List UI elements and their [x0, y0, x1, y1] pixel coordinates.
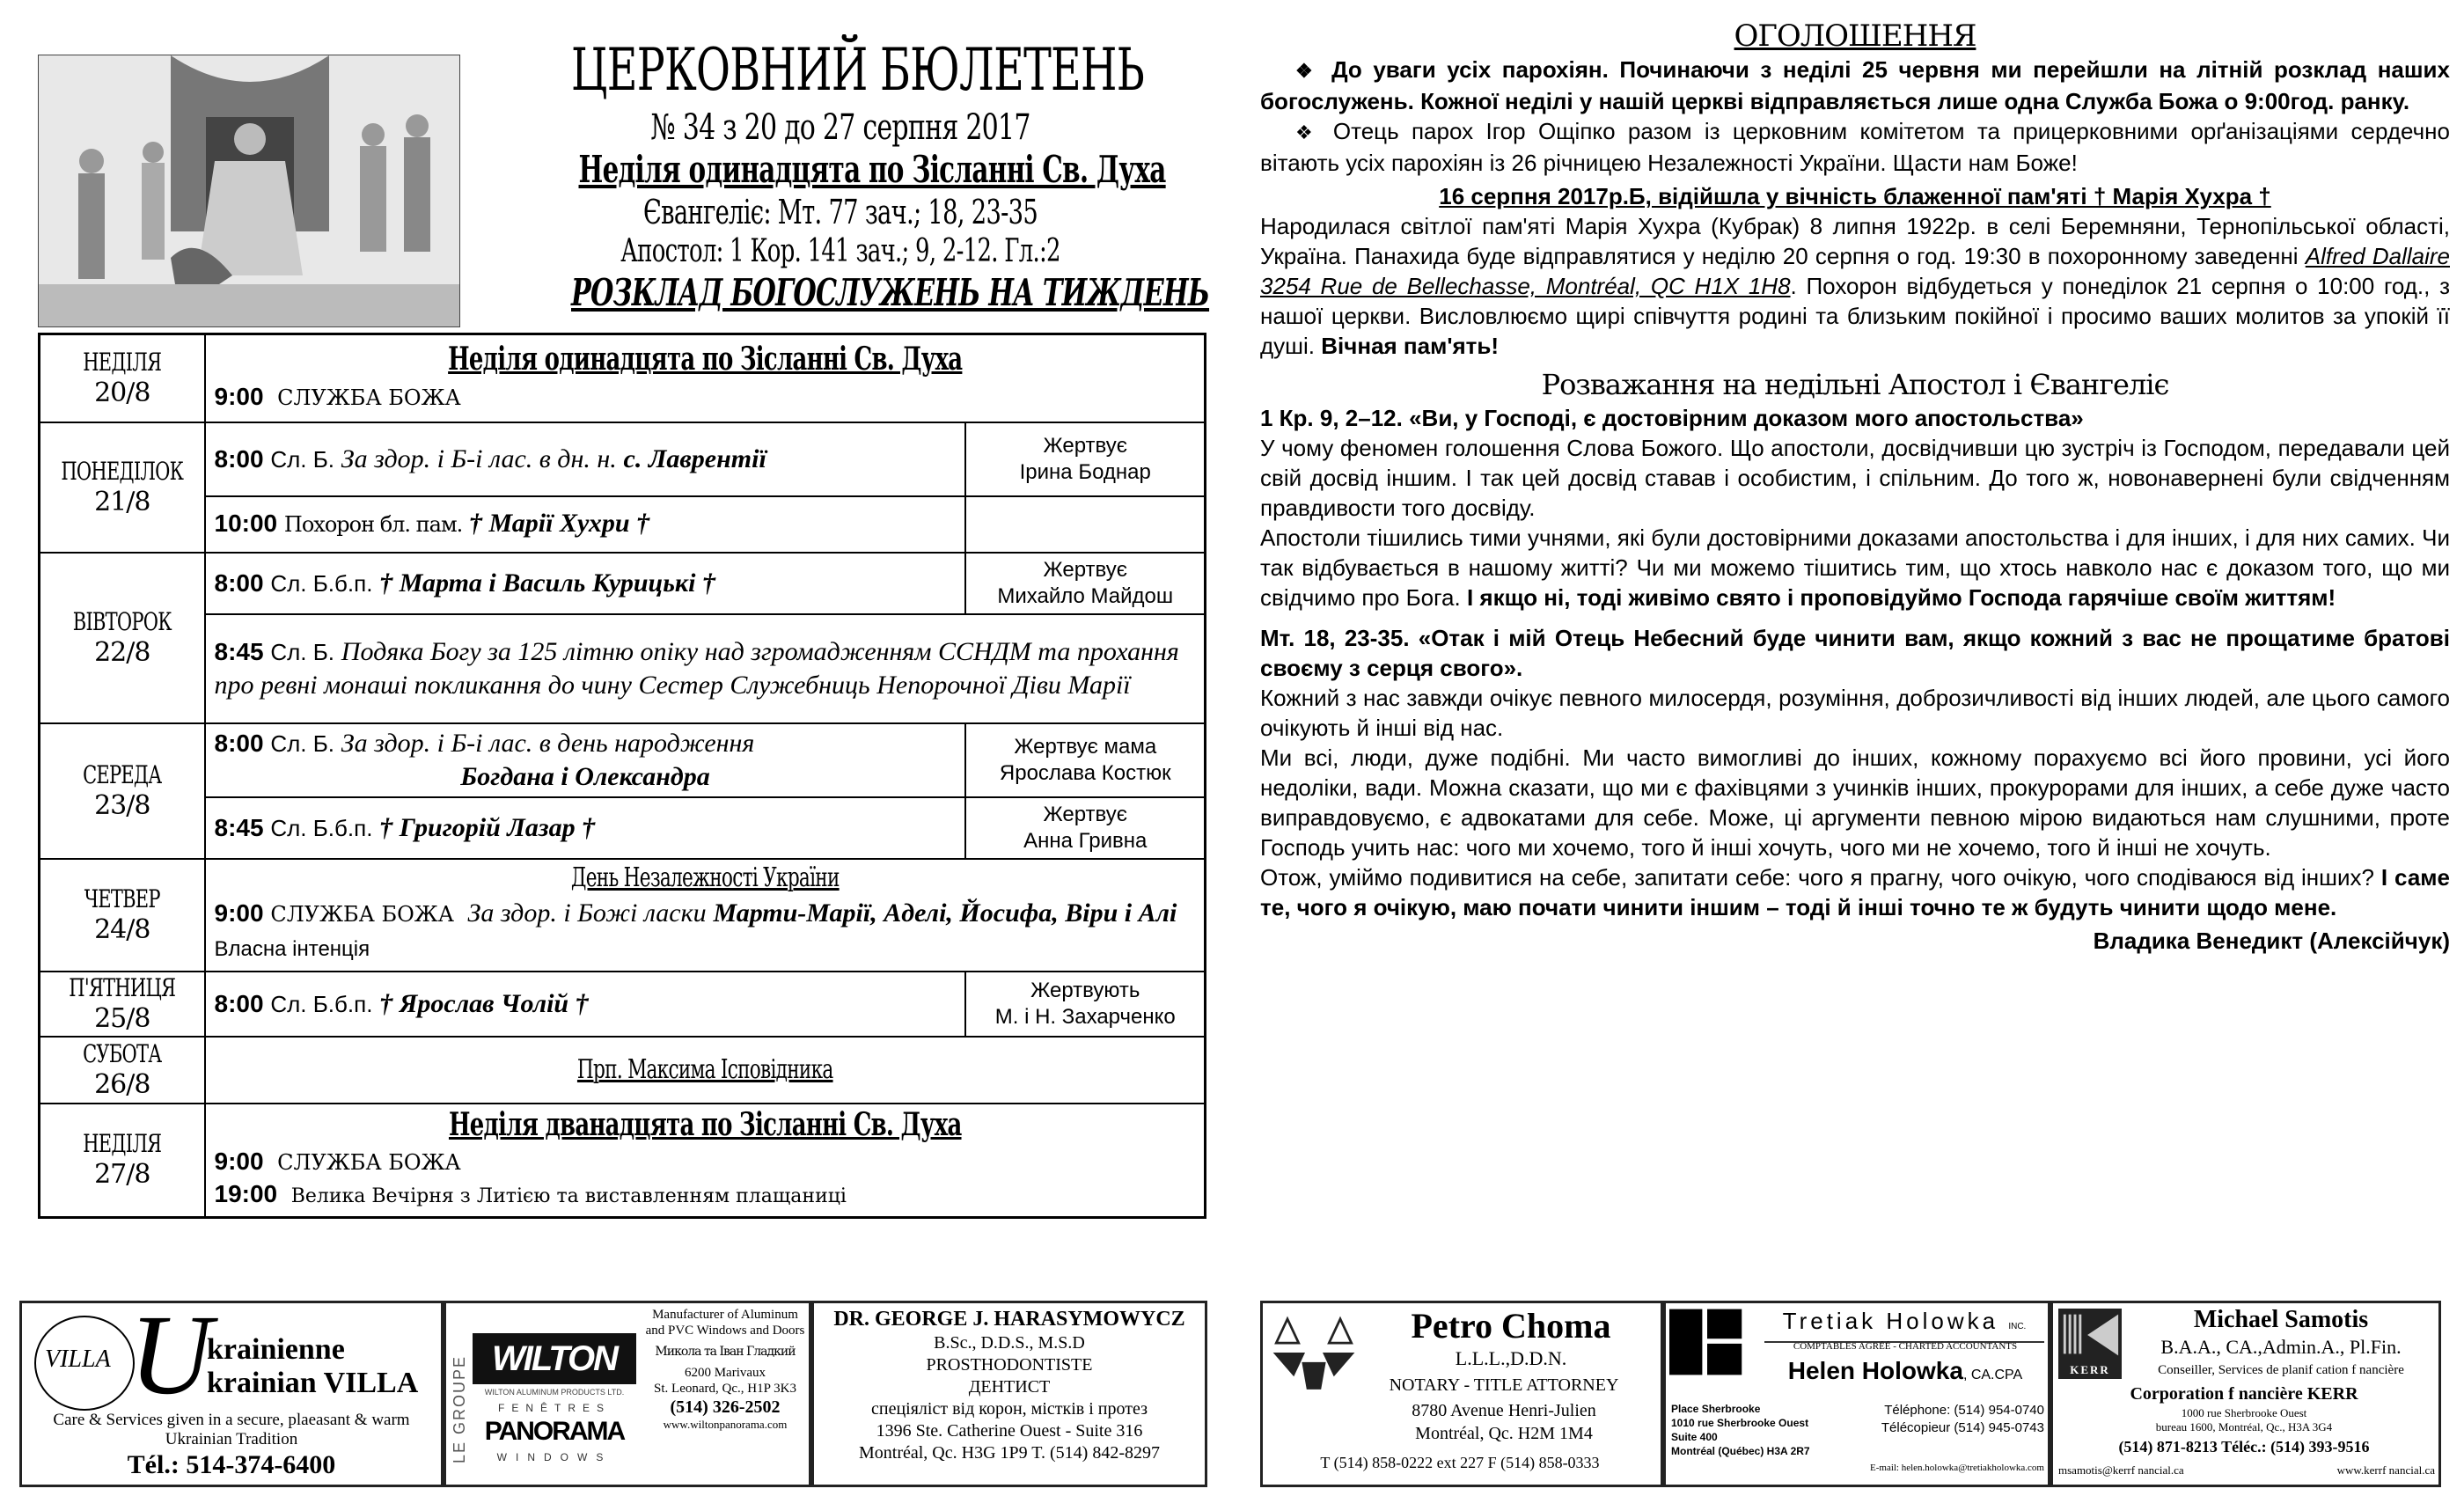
- ad-ukrainian-villa: [19, 1301, 444, 1487]
- feast-title: Прп. Максима Ісповідника: [576, 1053, 833, 1085]
- wilton-fenetres: FENÊTRES: [497, 1402, 611, 1414]
- service-person: Марти-Марії, Аделі, Йосифа, Віри і Алі: [713, 898, 1177, 928]
- dentist-title-fr: PROSTHODONTISTE: [926, 1355, 1093, 1375]
- wilton-panorama-logo: PANORAMA: [484, 1417, 625, 1446]
- service-type: Сл. Б.б.п.: [270, 569, 373, 597]
- dentist-name: DR. GEORGE J. HARASYMOWYCZ: [833, 1308, 1185, 1331]
- apostle-reading: Апостол: 1 Кор. 141 зач.; 9, 2-12. Гл.:2: [620, 233, 1060, 269]
- service-time: 9:00: [214, 383, 264, 411]
- samotis-corporation: Corporation f nancière KERR: [2130, 1384, 2358, 1404]
- tretiak-address: [1671, 1402, 1838, 1458]
- villa-word: VILLA: [45, 1346, 111, 1373]
- service-person: † Григорій Лазар †: [379, 812, 596, 842]
- wilton-windows: WINDOWS: [496, 1451, 612, 1463]
- choma-name: Petro Choma: [1411, 1306, 1611, 1346]
- donor-label: Жертвують: [1030, 978, 1140, 1002]
- wilton-website[interactable]: www.wiltonpanorama.com: [663, 1418, 788, 1431]
- donor-cell-empty: [965, 496, 1205, 553]
- day-date: 25/8: [94, 1002, 150, 1034]
- service-intent: За здор. і Б-і лас. в дн. н.: [341, 444, 617, 473]
- samotis-role: Conseiller, Services de planif cation f nancière: [2158, 1363, 2404, 1377]
- tretiak-address-line: 1010 rue Sherbrooke Ouest: [1671, 1417, 1809, 1429]
- day-name: ВІВТОРОК: [72, 606, 172, 636]
- wilton-phone: (514) 326-2502: [670, 1397, 781, 1417]
- service-intent: Подяка Богу за 125 літню опіку над згромадженням ССНДМ та прохання про ревні монаші покликання до чину Сестер Служебниць Непорочної Діви Марії: [214, 636, 1179, 700]
- reflection-text: Апостоли тішились тими учнями, які були достовірними доказами апостольства і для інших, і для них самих. Чи так відбувається в нашому житті? Чи ми можемо тішитись тим, що хтось навколо нас є доказом того, що ми свідчимо про Бога.: [1260, 524, 2450, 611]
- signature: Владика Венедикт (Алексійчук): [2093, 928, 2450, 954]
- day-date: 21/8: [94, 486, 150, 517]
- tretiak-inc: INC.: [2008, 1322, 2027, 1331]
- donor-cell: [965, 797, 1205, 859]
- donor-cell: [965, 553, 1205, 614]
- day-date: 22/8: [94, 636, 150, 668]
- villa-care-text: Care & Services given in a secure, plaeasant & warm: [53, 1411, 410, 1429]
- tretiak-address-line: Montréal (Québec) H3A 2R7: [1671, 1445, 1810, 1457]
- reflection-text: Отож, уміймо подивитися на себе, запитати себе: чого я прагну, чого очікую, чого сподіваюся від інших?: [1260, 864, 2375, 891]
- eternal-memory: Вічная пам'ять!: [1321, 333, 1500, 359]
- service-cell: [205, 797, 966, 859]
- service-type: Сл. Б.б.п.: [270, 990, 373, 1017]
- dentist-title-ua: ДЕНТИСТ: [968, 1377, 1051, 1397]
- samotis-name: Michael Samotis: [2193, 1306, 2369, 1333]
- service-cell: [205, 1104, 1206, 1218]
- tretiak-person: [1764, 1356, 2046, 1390]
- tretiak-phones: [1842, 1402, 2044, 1437]
- service-time: 8:00: [214, 568, 264, 597]
- religious-engraving-image: [38, 55, 460, 327]
- wilton-address-2: St. Leonard, Qc., H1P 3K3: [654, 1382, 796, 1396]
- villa-u-letter: U: [129, 1301, 212, 1419]
- donor-cell: [965, 422, 1205, 496]
- wilton-small-text: WILTON ALUMINUM PRODUCTS LTD.: [484, 1388, 625, 1397]
- day-cell: [40, 553, 205, 723]
- feast-title: Неділя одинадцята по Зісланні Св. Духа: [447, 341, 962, 378]
- donor-name: Михайло Майдош: [997, 583, 1174, 608]
- tretiak-name: [1764, 1307, 2044, 1343]
- bulletin-title: ЦЕРКОВНИЙ БЮЛЕТЕНЬ: [571, 36, 1145, 104]
- service-name: Велика Вечірня з Литією та виставленням плащаниці: [290, 1185, 847, 1208]
- day-cell: [40, 1037, 205, 1104]
- service-cell: [205, 614, 1206, 723]
- kerr-logo-text: KERR: [2070, 1363, 2110, 1376]
- reflection-paragraph: [1260, 523, 2450, 612]
- service-person: † Ярослав Чолій †: [379, 988, 589, 1018]
- villa-line-2: krainian VILLA: [207, 1367, 419, 1399]
- scales-of-justice-icon: [1270, 1312, 1358, 1393]
- kerr-logo-graphic: [2058, 1309, 2122, 1361]
- samotis-phones: (514) 871-8213 Téléc.: (514) 393-9516: [2118, 1438, 2370, 1456]
- dentist-address-2: Montréal, Qc. H3G 1P9 T. (514) 842-8297: [859, 1443, 1160, 1463]
- wilton-info: [642, 1307, 809, 1432]
- service-cell: [205, 972, 966, 1037]
- service-type: Сл. Б.: [270, 730, 335, 757]
- choma-title: NOTARY - TITLE ATTORNEY: [1389, 1375, 1619, 1395]
- announcement-text: Отець парох Ігор Ощіпко разом із церковним комітетом та прицерковними орґанізаціями сердечно вітають усіх парохіян із 26 річницею Незалежності України. Щасти нам Боже!: [1260, 118, 2450, 176]
- announcement-item: [1260, 116, 2450, 178]
- obituary-text-part: . Похорон відбудеться у понеділок 21 серпня о 10:00 год., з нашої церкви. Висловлюємо щирі співчуття родині та близьким покійної і просимо ваших молитов за упокій її душі.: [1260, 273, 2451, 359]
- service-time: 10:00: [214, 510, 278, 537]
- schedule-row-monday: [40, 422, 1206, 496]
- day-name: СУБОТА: [83, 1038, 162, 1068]
- choma-phones: T (514) 858-0222 ext 227 F (514) 858-0333: [1320, 1454, 1600, 1471]
- tretiak-logo-icon: [1669, 1309, 1745, 1375]
- wilton-address-1: 6200 Marivaux: [684, 1366, 766, 1380]
- day-cell: [40, 723, 205, 859]
- dentist-address-1: 1396 Ste. Catherine Ouest - Suite 316: [876, 1421, 1143, 1441]
- ad-michael-samotis: [2050, 1301, 2441, 1487]
- day-cell: [40, 1104, 205, 1218]
- dentist-degrees: B.Sc., D.D.S., M.S.D: [934, 1333, 1085, 1353]
- service-time: 8:45: [214, 637, 264, 665]
- day-date: 23/8: [94, 789, 150, 821]
- bulletin-header: [466, 26, 1214, 326]
- obituary-text: [1260, 211, 2450, 361]
- service-type: Сл. Б.: [270, 638, 335, 665]
- villa-line-1: krainienne: [207, 1333, 345, 1366]
- apostle-reference: 1 Кр. 9, 2–12. «Ви, у Господі, є достовірним доказом мого апостольства»: [1260, 405, 2084, 431]
- tretiak-address-line: Place Sherbrooke: [1671, 1403, 1761, 1415]
- service-cell: [205, 422, 966, 496]
- service-line: [215, 1178, 1196, 1213]
- ad-wilton-panorama: [444, 1301, 811, 1487]
- tretiak-email[interactable]: E-mail: helen.holowka@tretiakholowka.com: [1870, 1463, 2044, 1473]
- diamond-bullet-icon: ❖: [1295, 121, 1319, 143]
- choma-address-1: 8780 Avenue Henri-Julien: [1412, 1401, 1596, 1420]
- announcement-text: До уваги усіх парохіян. Починаючи з неділі 25 червня ми перейшли на літній розклад наших богослужень. Кожної неділі у нашій церкві відправляється лише одна Служба Божа о 9:00год. ранку.: [1260, 56, 2450, 114]
- villa-tradition-text: Ukrainian Tradition: [165, 1430, 298, 1448]
- donor-cell: [965, 972, 1205, 1037]
- service-intent: За здор. і Божі ласки: [467, 898, 707, 928]
- service-person: с. Лаврентії: [623, 444, 766, 473]
- schedule-heading: РОЗКЛАД БОГОСЛУЖЕНЬ НА ТИЖДЕНЬ: [571, 271, 1210, 314]
- day-name: П'ЯТНИЦЯ: [69, 972, 176, 1002]
- donor-name: Ярослава Костюк: [999, 760, 1171, 785]
- tretiak-name-text: Tretiak Holowka: [1782, 1308, 1999, 1334]
- service-type: Похорон бл. пам.: [283, 512, 463, 537]
- reflection-text-bold: І саме те, чого я очікую, маю почати чинити іншим – тоді й інші точно те ж будуть чинити щодо мене.: [1260, 864, 2450, 920]
- donor-cell: [965, 723, 1205, 797]
- schedule-row-tuesday: [40, 553, 1206, 614]
- choma-degrees: L.L.L.,D.D.N.: [1455, 1347, 1567, 1369]
- feast-title: Неділя дванадцята по Зісланні Св. Духа: [448, 1106, 962, 1144]
- tretiak-phone: Téléphone: (514) 954-0740: [1884, 1403, 2044, 1418]
- day-cell: [40, 422, 205, 553]
- service-time: 8:00: [214, 989, 264, 1017]
- day-date: 20/8: [94, 377, 150, 408]
- service-time: 9:00: [214, 899, 264, 927]
- service-name: СЛУЖБА БОЖА: [277, 385, 461, 411]
- weekly-schedule-table: [38, 333, 1206, 1219]
- schedule-row-sunday-20: [40, 334, 1206, 422]
- samotis-website[interactable]: www.kerrf nancial.ca: [2336, 1463, 2435, 1477]
- day-name: СЕРЕДА: [83, 759, 162, 789]
- service-cell: [205, 859, 1206, 972]
- tretiak-subtitle: COMPTABLES AGRÉÉ - CHARTED ACCOUNTANTS: [1793, 1341, 2018, 1352]
- service-line: [215, 1146, 1196, 1178]
- dentist-specialty: спеціяліст від корон, містків і протез: [871, 1399, 1148, 1419]
- service-time: 8:45: [214, 813, 264, 841]
- announcements-heading: ОГОЛОШЕННЯ: [1734, 18, 1976, 54]
- service-time: 8:00: [214, 729, 264, 757]
- schedule-row-saturday: [40, 1037, 1206, 1104]
- reflection-paragraph: Кожний з нас завжди очікує певного милосердя, розуміння, доброзичливості від інших людей, але цього самого очікують й інші від нас.: [1260, 685, 2450, 741]
- tretiak-fax: Télécopieur (514) 945-0743: [1881, 1420, 2044, 1435]
- day-name: НЕДІЛЯ: [83, 347, 162, 377]
- sunday-name: Неділя одинадцята по Зісланні Св. Духа: [578, 148, 1166, 191]
- schedule-row-monday-2: [40, 496, 1206, 553]
- day-date: 26/8: [94, 1068, 150, 1100]
- schedule-row-thursday: [40, 859, 1206, 972]
- wilton-description: Manufacturer of Aluminum and PVC Windows and Doors: [645, 1308, 805, 1338]
- wilton-owners: Микола та Іван Гладкий: [655, 1345, 796, 1359]
- samotis-degrees: B.A.A., CA.,Admin.A., Pl.Fin.: [2160, 1336, 2402, 1358]
- donor-label: Жертвує мама: [1014, 734, 1157, 759]
- diamond-bullet-icon: ❖: [1295, 60, 1318, 82]
- issue-number: № 34 з 20 до 27 серпня 2017: [650, 107, 1030, 148]
- day-name: ЧЕТВЕР: [84, 884, 160, 913]
- tretiak-person-name: Helen Holowka: [1787, 1357, 1963, 1384]
- donor-label: Жертвує: [1043, 433, 1127, 458]
- wilton-legroupe: LE GROUPE: [451, 1354, 468, 1463]
- choma-address-2: Montréal, Qc. H2M 1M4: [1415, 1424, 1593, 1443]
- donor-name: Власна інтенція: [214, 937, 370, 961]
- service-person: † Марії Хухри †: [469, 509, 650, 538]
- tretiak-address-line: Suite 400: [1671, 1431, 1718, 1443]
- service-time: 19:00: [214, 1180, 278, 1208]
- service-intent: За здор. і Б-і лас. в день народження: [341, 728, 755, 758]
- gospel-reading: Євангеліє: Мт. 77 зач.; 18, 23-35: [642, 193, 1038, 231]
- day-name: НЕДІЛЯ: [83, 1129, 162, 1159]
- service-cell: [205, 496, 966, 553]
- service-cell: [205, 334, 1206, 422]
- donor-name: Ірина Боднар: [1019, 459, 1151, 484]
- obituary-heading: 16 серпня 2017р.Б, відійшла у вічність блаженної пам'яті † Марія Хухра †: [1439, 183, 2271, 209]
- service-type: Сл. Б.б.п.: [270, 814, 373, 841]
- samotis-email[interactable]: msamotis@kerrf nancial.ca: [2058, 1463, 2184, 1477]
- samotis-address-2: bureau 1600, Montréal, Qc., H3A 3G4: [2155, 1420, 2333, 1434]
- reflection-paragraph: Ми всі, люди, дуже подібні. Ми часто вимогливі до інших, кожному порахуємо всі його провини, усі його недоліки, вади. Можна сказати, що ми є фахівцями з учинків інших, прокурорами для інших, а себе дуже часто виправдовуємо, є адвокатами для себе. Може, ці аргументи певною мірою видаються нам слушними, проте Господь учить нас: чого ми хочемо, того й інші хочуть, чого ми не хочемо, того й інші не хочуть.: [1260, 744, 2450, 861]
- reflection-paragraph: У чому феномен голошення Слова Божого. Що апостоли, досвідчивши цю зустріч із Господом, передавали цей свій досвід іншим. І так цей досвід ставав і особистим, і спільним. До того ж, новонавернені були свідченням правдивости того досвіду.: [1260, 435, 2450, 521]
- service-name: СЛУЖБА БОЖА: [277, 1150, 461, 1176]
- service-time: 8:00: [214, 444, 264, 473]
- ad-petro-choma: [1260, 1301, 1663, 1487]
- gospel-reference: Мт. 18, 23-35. «Отак і мій Отець Небесний буде чинити вам, якщо кожний з вас не прощатиме братові своєму з серця свого».: [1260, 625, 2450, 681]
- service-cell: [205, 553, 966, 614]
- service-person: † Марта і Василь Курицькі †: [379, 568, 715, 598]
- service-type: Сл. Б.: [270, 445, 335, 473]
- service-person: Богдана і Олександра: [460, 761, 710, 791]
- ad-tretiak-holowka: [1663, 1301, 2050, 1487]
- reflection-text-bold: І якщо ні, тоді живімо свято і проповідуймо Господа гарячіше своїм життям!: [1466, 584, 2336, 611]
- schedule-row-friday: [40, 972, 1206, 1037]
- day-cell: [40, 334, 205, 422]
- engraving-illustration: [39, 55, 459, 326]
- donor-label: Жертвує: [1043, 557, 1127, 582]
- service-cell: [205, 1037, 1206, 1104]
- service-name: СЛУЖБА БОЖА: [270, 902, 454, 927]
- service-time: 9:00: [214, 1148, 264, 1176]
- schedule-row-wednesday-2: [40, 797, 1206, 859]
- ad-dentist: [811, 1301, 1207, 1487]
- reflection-heading: Розважання на недільні Апостол і Євангеліє: [1541, 368, 2169, 401]
- reflection-paragraph: [1260, 862, 2450, 922]
- funeral-home-address: Alfred Dallaire 3254 Rue de Bellechasse, Montréal, QC H1X 1H8: [1260, 243, 2450, 299]
- samotis-address-1: 1000 rue Sherbrooke Ouest: [2181, 1406, 2307, 1419]
- schedule-row-sunday-27: [40, 1104, 1206, 1218]
- feast-title: День Незалежності України: [570, 862, 840, 893]
- schedule-row-tuesday-2: [40, 614, 1206, 723]
- announcement-item: [1260, 55, 2450, 116]
- day-cell: [40, 859, 205, 972]
- donor-name: Анна Гривна: [1023, 828, 1148, 853]
- donor-label: Жертвує: [1043, 802, 1127, 826]
- service-cell: [205, 723, 966, 797]
- donor-name: М. і Н. Захарченко: [994, 1004, 1176, 1029]
- day-date: 24/8: [94, 913, 150, 945]
- villa-phone: Tél.: 514-374-6400: [127, 1450, 336, 1479]
- tretiak-person-title: , CA.CPA: [1962, 1368, 2023, 1382]
- schedule-row-wednesday: [40, 723, 1206, 797]
- obituary-text-part: Народилася світлої пам'яті Марія Хухра (Кубрак) 8 липня 1922р. в селі Беремняни, Тернопільської області, Україна. Панахида буде відправлятися у неділю 20 серпня о год. 19:30 в похоронному заведенні: [1260, 213, 2450, 269]
- day-name: ПОНЕДІЛОК: [61, 456, 184, 486]
- day-date: 27/8: [94, 1159, 150, 1191]
- wilton-logo: WILTON: [473, 1333, 636, 1384]
- announcements-column: [1260, 18, 2450, 956]
- day-cell: [40, 972, 205, 1037]
